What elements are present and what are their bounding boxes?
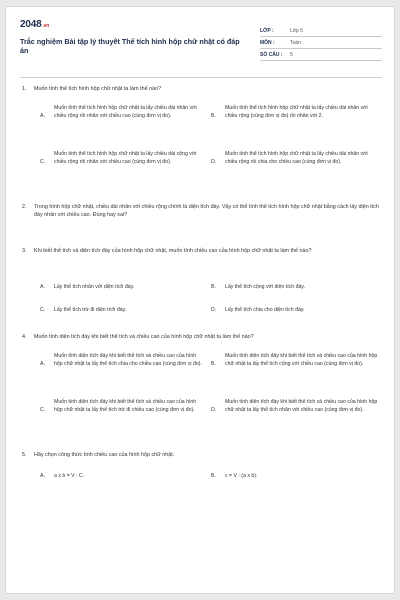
option-letter: C.	[40, 407, 46, 413]
option-text: Muốn tính thể tích hình hộp chữ nhật ta lấy chiều dài nhân với chiều rộng rồi chia cho chiều cao (cùng đơn vị đo).	[225, 151, 368, 165]
question-text: Muốn tính diện tích đáy khi biết thể tích và chiều cao của hình hộp chữ nhật ta làm thế nào?	[34, 334, 254, 340]
option-letter: A.	[40, 473, 45, 479]
header-divider	[20, 77, 382, 78]
meta-value: Toán	[290, 40, 301, 46]
option-text: c = V : (a x b).	[225, 473, 258, 479]
document-title: Trắc nghiệm Bài tập lý thuyết Thể tích hình hộp chữ nhật có đáp án	[20, 37, 240, 55]
meta-row-count	[260, 49, 382, 61]
option-text: a x b = V : C.	[54, 473, 85, 479]
meta-key: LỚP :	[260, 28, 274, 34]
meta-row-class	[260, 25, 382, 37]
option-text: Lấy thể tích trừ đi diện tích đáy.	[54, 307, 127, 313]
option-letter: B.	[211, 284, 216, 290]
logo-suffix: .vn	[42, 23, 50, 29]
option-letter: D.	[211, 307, 217, 313]
option-text: Muốn tính diện tích đáy khi biết thể tích và chiều cao của hình hộp chữ nhật ta lấy thể tích nhân với chiều cao (cùng đơn vị đo).	[225, 399, 378, 413]
question-text: Trong hình hộp chữ nhật, chiều dài nhân với chiều rộng chính là diện tích đáy. Vậy có thể tính thể tích hình hộp chữ nhật bằng cách lấy diện tích đáy nhân với chiều cao. Đúng hay sai?	[34, 204, 379, 218]
option-text: Lấy thể tích cộng với diện tích đáy.	[225, 284, 306, 290]
option-letter: D.	[211, 159, 217, 165]
site-logo[interactable]	[20, 19, 49, 30]
question-text: Khi biết thể tích và diện tích đáy của hình hộp chữ nhật, muốn tính chiều cao của hình hộp chữ nhật ta làm thế nào?	[34, 248, 312, 254]
option-text: Muốn tính thể tích hình hộp chữ nhật ta lấy chiều dài cộng với chiều rộng rồi nhân với chiều cao (cùng đơn vị đo).	[54, 151, 197, 165]
question-number: 2.	[22, 204, 27, 210]
option-letter: C.	[40, 307, 46, 313]
option-letter: B.	[211, 361, 216, 367]
option-text: Lấy thể tích chia cho diện tích đáy.	[225, 307, 305, 313]
question-text: Muốn tính thể tích hình hộp chữ nhật ta làm thế nào?	[34, 86, 162, 92]
option-text: Muốn tính thể tích hình hộp chữ nhật ta lấy chiều dài nhân với chiều rộng (cùng đơn vị đo) rồi nhân với 2.	[225, 105, 368, 119]
question-number: 3.	[22, 248, 27, 254]
question-text: Hãy chọn công thức tính chiều cao của hình hộp chữ nhật.	[34, 452, 175, 458]
option-letter: A.	[40, 361, 45, 367]
option-letter: A.	[40, 113, 45, 119]
question-number: 1.	[22, 86, 27, 92]
meta-row-subject	[260, 37, 382, 49]
meta-table	[260, 25, 382, 61]
question-number: 4.	[22, 334, 27, 340]
option-letter: C.	[40, 159, 46, 165]
option-text: Lấy thể tích nhân với diện tích đáy.	[54, 284, 135, 290]
document-header	[20, 19, 382, 69]
option-text: Muốn tính diện tích đáy khi biết thể tích và chiều cao của hình hộp chữ nhật ta lấy thể tích trừ đi chiều cao (cùng đơn vị đo).	[54, 399, 197, 413]
option-letter: D.	[211, 407, 217, 413]
option-letter: B.	[211, 113, 216, 119]
option-text: Muốn tính thể tích hình hộp chữ nhật ta lấy chiều dài nhân với chiều rộng rồi nhân với chiều cao (cùng đơn vị đo).	[54, 105, 197, 119]
question-number: 5.	[22, 452, 27, 458]
option-text: Muốn tính diện tích đáy khi biết thể tích và chiều cao của hình hộp chữ nhật ta lấy thể tích cộng với chiều cao (cùng đơn vị đo).	[225, 353, 378, 367]
logo-main: 2048	[20, 19, 42, 30]
meta-key: SỐ CÂU :	[260, 52, 283, 58]
meta-value: 5	[290, 52, 293, 58]
option-letter: A.	[40, 284, 45, 290]
option-letter: B.	[211, 473, 216, 479]
meta-key: MÔN :	[260, 40, 275, 46]
document-page	[5, 6, 395, 594]
option-text: Muốn tính diện tích đáy khi biết thể tích và chiều cao của hình hộp chữ nhật ta lấy thể tích chia cho chiều cao (cùng đơn vị đo).	[54, 353, 202, 367]
meta-value: Lớp 5	[290, 28, 304, 34]
